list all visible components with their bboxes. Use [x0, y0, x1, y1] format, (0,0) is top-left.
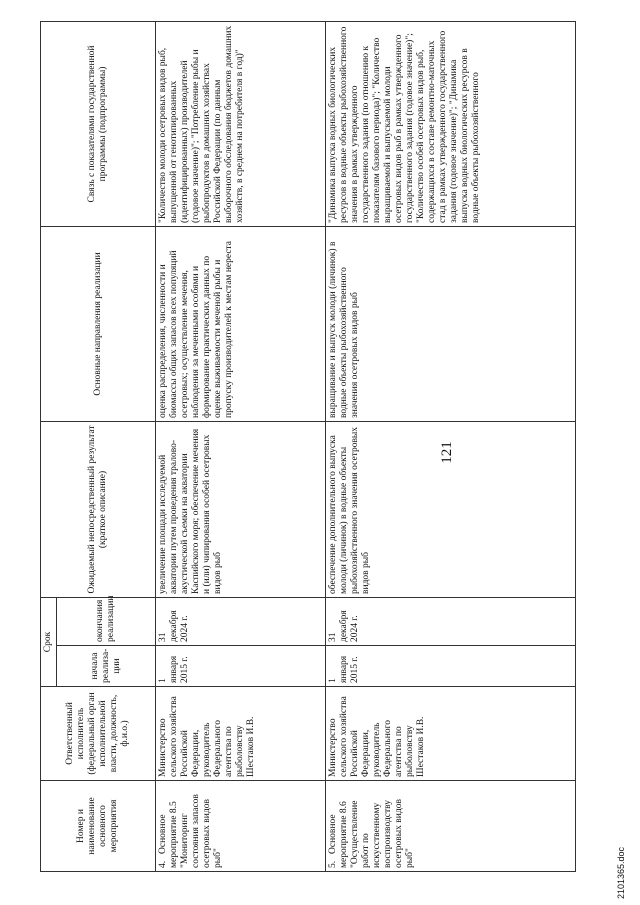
row-directions: оценка распределения, численности и биомассы общих запасов всех популяций осетровых; осуществление мечения, наблюдения за меченными особями и формирование практических данных по оценке выживаемости меченой рыбы и пропуску производителей к местам нереста: [156, 226, 326, 421]
header-col-directions: Основные направления реализации: [41, 226, 156, 421]
row-name: Основное мероприятие 8.6 "Осуществление работ по искусственному воспроизводству осетровых видов рыб": [328, 799, 415, 868]
row-number-name: [156, 781, 326, 872]
page-number: 121: [439, 441, 455, 464]
measures-table: [40, 21, 576, 872]
row-number: 5.: [328, 860, 338, 868]
row-executor: Министерство сельского хозяйства Российской Федерации, руководитель Федерального агентства по рыболовству Шестаков И.В.: [326, 687, 576, 781]
document-id: 2101365.doc: [616, 846, 626, 899]
header-srok: Срок: [41, 597, 57, 686]
row-link: "Динамика выпуска водных биологических ресурсов в водные объекты рыбохозяйственного значения в рамках утвержденного государственного задания (по отношению к показателям базового периода)"; "Количество выращиваемой и выпускаемой молоди осетровых видов рыб в рамках утвержденного государственного задания (годовое значение)"; "Количество особей осетровых видов рыб, содержащихся в составе ремонтно-маточных стад в рамках утвержденного государственного задания (годовое значение)"; "Динамика выпуска водных биологических ресурсов в водные объекты рыбохозяйственного: [326, 21, 576, 226]
row-link: "Количество молоди осетровых видов рыб, выпущенной от генотипированных (идентифицированных) производителей (годовое значение)"; "Потребление рыбы и рыбопродуктов в домашних хозяйствах Российской Федерации (по данным выборочного обследования бюджетов домашних хозяйств, в среднем на потребителя в год)": [156, 21, 326, 226]
table-row: [326, 21, 576, 871]
row-directions: выращивание и выпуск молоди (личинок) в водные объекты рыбохозяйственного значения осетровых видов рыб: [326, 226, 576, 421]
header-col-start: начала реализа-ции: [57, 646, 156, 687]
header-row-1: [41, 21, 57, 871]
row-number-name: [326, 781, 576, 872]
row-start: 1 января 2015 г.: [326, 646, 576, 687]
header-col-result: Ожидаемый непосредственный результат (краткое описание): [41, 421, 156, 597]
row-number: 4.: [158, 860, 168, 868]
header-col-number-name: Номер и наименование основного мероприятия: [41, 781, 156, 872]
header-col-link: Связь с показателями государственной программы (подпрограммы): [41, 21, 156, 226]
row-start: 1 января 2015 г.: [156, 646, 326, 687]
header-col-executor: Ответственный исполнитель (федеральный орган исполнительной власти, должность, ф.и.о.): [41, 687, 156, 781]
header-col-end: окончания реализации: [57, 597, 156, 645]
table-row: [156, 21, 326, 871]
row-name: Основное мероприятие 8.5 "Мониторинг состояния запасов осетровых видов рыб": [158, 794, 223, 868]
row-end: 31 декабря 2024 г.: [326, 597, 576, 645]
row-result: обеспечение дополнительного выпуска молоди (личинок) в водные объекты рыбохозяйственного значения осетровых видов рыб: [326, 421, 576, 597]
row-end: 31 декабря 2024 г.: [156, 597, 326, 645]
row-result: увеличение площади исследуемой акватории путем проведения тралово-акустической съемки на акватории Каспийского моря; обеспечение мечения и (или) чипирования особей осетровых видов рыб: [156, 421, 326, 597]
row-executor: Министерство сельского хозяйства Российской Федерации, руководитель Федерального агентства по рыболовству Шестаков И.В.: [156, 687, 326, 781]
